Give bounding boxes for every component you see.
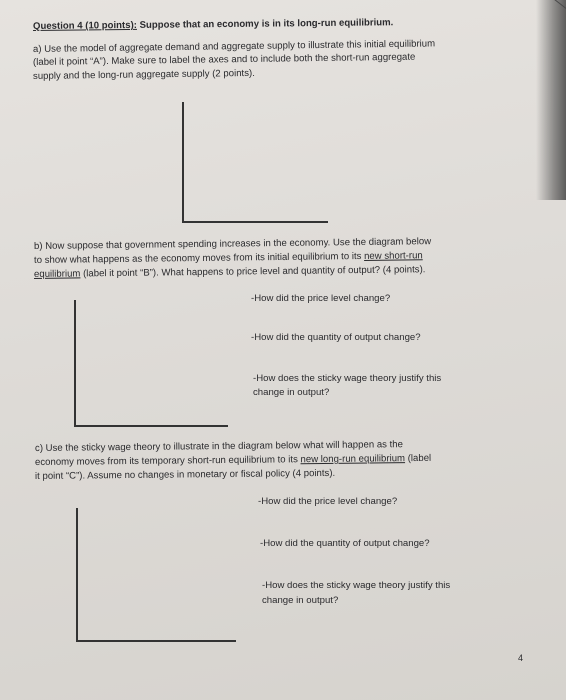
- part-b-line-1: b) Now suppose that government spending increases in the economy. Use the diagram below: [33, 236, 432, 252]
- part-a-line-1: a) Use the model of aggregate demand and aggregate supply to illustrate this initial equilibrium: [32, 38, 436, 55]
- diagram-b-x-axis: [74, 425, 228, 427]
- page-shadow-edge: [536, 0, 566, 200]
- part-a-line-2: (label it point “A”). Make sure to label the axes and to include both the short-run aggregate: [32, 51, 416, 68]
- part-c-line-3: it point “C”). Assume no changes in monetary or fiscal policy (4 points).: [34, 467, 336, 482]
- diagram-c-y-axis: [76, 508, 78, 642]
- page-number: 4: [518, 653, 524, 663]
- part-b-line-3-text: (label it point “B”). What happens to price level and quantity of output? (4 points).: [80, 264, 426, 280]
- part-b-question-output: -How did the quantity of output change?: [251, 332, 421, 343]
- part-b-line-3-underlined: equilibrium: [33, 268, 81, 280]
- question-heading: [33, 16, 393, 33]
- part-c-question-price: -How did the price level change?: [258, 496, 398, 507]
- question-number: Question 4 (10 points):: [32, 19, 138, 32]
- part-c-question-output: -How did the quantity of output change?: [260, 538, 430, 549]
- part-c-question-sticky-1: -How does the sticky wage theory justify this: [262, 580, 451, 591]
- part-c-question-sticky-2: change in output?: [262, 595, 339, 606]
- part-c-line-2-text: economy moves from its temporary short-run equilibrium to its: [34, 454, 301, 468]
- diagram-a-x-axis: [182, 221, 328, 223]
- part-c-line-2: [35, 452, 431, 469]
- part-a-line-3: supply and the long-run aggregate supply (2 points).: [32, 67, 255, 82]
- part-c-line-1: c) Use the sticky wage theory to illustrate in the diagram below what will happen as the: [34, 439, 403, 454]
- diagram-a-y-axis: [182, 102, 184, 223]
- part-b-question-sticky-2: change in output?: [253, 387, 330, 398]
- part-b-question-price: -How did the price level change?: [251, 293, 391, 304]
- diagram-b-y-axis: [74, 300, 76, 427]
- part-b-line-2-underlined: new short-run: [363, 250, 423, 262]
- diagram-c-x-axis: [76, 640, 236, 642]
- part-c-line-2-underlined: new long-run equilibrium: [300, 453, 406, 466]
- part-c-line-2-end: (label: [404, 452, 432, 465]
- part-b-line-2-text: to show what happens as the economy moves from its initial equilibrium to its: [33, 250, 365, 266]
- question-prompt: Suppose that an economy is in its long-run equilibrium.: [136, 17, 394, 31]
- part-b-question-sticky-1: -How does the sticky wage theory justify this: [253, 373, 442, 384]
